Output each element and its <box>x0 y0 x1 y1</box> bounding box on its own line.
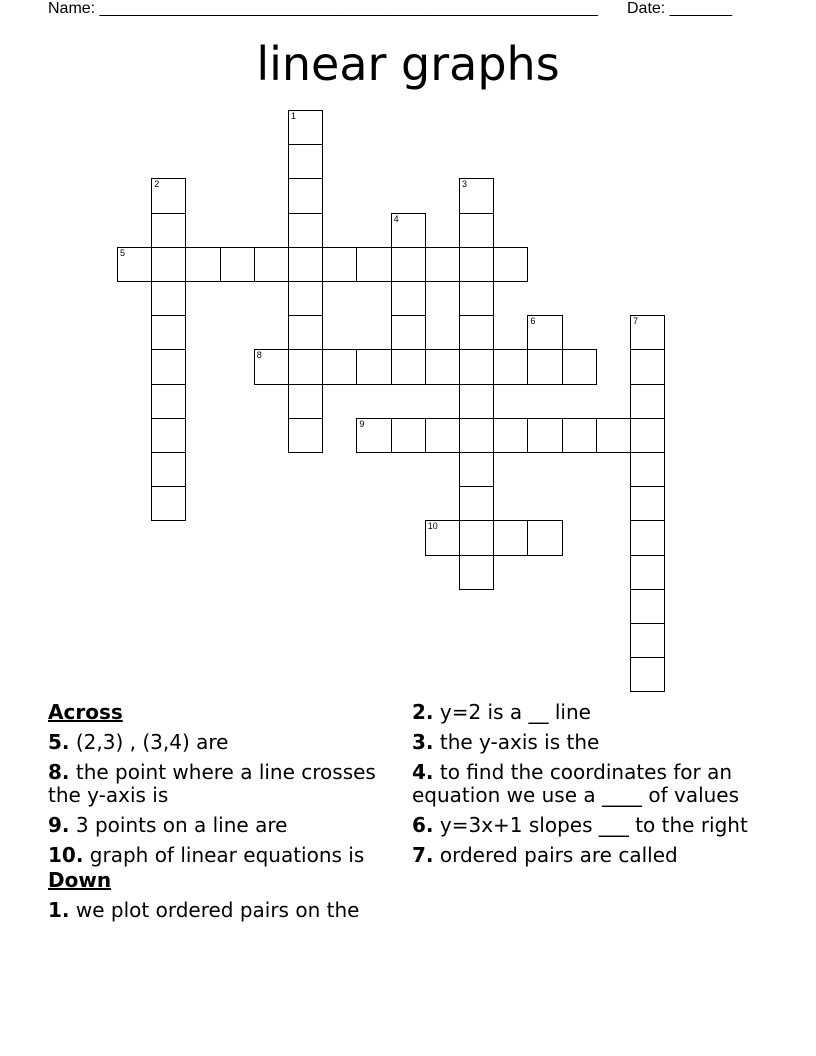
clue-number-label: 6 <box>530 316 536 327</box>
clue-number: 4. <box>412 760 434 784</box>
crossword-cell[interactable] <box>220 247 255 282</box>
crossword-cell[interactable] <box>459 384 494 419</box>
clue-text: y=2 is a __ line <box>433 700 591 724</box>
crossword-cell[interactable] <box>630 520 665 555</box>
crossword-cell[interactable] <box>459 349 494 384</box>
crossword-cell[interactable] <box>356 349 391 384</box>
clue-number-label: 3 <box>462 179 468 190</box>
crossword-cell[interactable] <box>322 247 357 282</box>
clue-number-label: 10 <box>427 521 438 532</box>
clue-text: the y-axis is the <box>433 730 600 754</box>
crossword-cell[interactable] <box>425 418 460 453</box>
clue-text: graph of linear equations is <box>83 843 365 867</box>
crossword-cell[interactable] <box>562 349 597 384</box>
clue-across-9 <box>48 814 398 837</box>
clue-text: (2,3) , (3,4) are <box>69 730 229 754</box>
clue-number: 6. <box>412 813 434 837</box>
crossword-cell[interactable] <box>288 281 323 316</box>
clues-column-left <box>48 701 398 929</box>
clue-number: 2. <box>412 700 434 724</box>
crossword-cell[interactable] <box>151 418 186 453</box>
crossword-cell[interactable] <box>630 418 665 453</box>
crossword-cell[interactable] <box>562 418 597 453</box>
crossword-cell[interactable] <box>391 213 426 248</box>
across-heading: Across <box>48 700 123 724</box>
crossword-cell[interactable] <box>391 418 426 453</box>
crossword-cell[interactable] <box>288 247 323 282</box>
crossword-cell[interactable] <box>493 247 528 282</box>
clue-number-label: 8 <box>256 350 262 361</box>
crossword-cell[interactable] <box>288 110 323 145</box>
crossword-cell[interactable] <box>493 418 528 453</box>
crossword-cell[interactable] <box>151 213 186 248</box>
clue-down-3 <box>412 731 762 754</box>
clue-number-label: 4 <box>393 213 399 224</box>
clue-across-10 <box>48 844 398 867</box>
clue-down-6 <box>412 814 762 837</box>
crossword-cell[interactable] <box>459 520 494 555</box>
clue-text: the point where a line crosses the y-axis is <box>48 760 376 807</box>
crossword-cell[interactable] <box>151 349 186 384</box>
clue-across-5 <box>48 731 398 754</box>
crossword-cell[interactable] <box>151 315 186 350</box>
clue-number: 1. <box>48 898 70 922</box>
crossword-cell[interactable] <box>151 452 186 487</box>
crossword-cell[interactable] <box>288 178 323 213</box>
crossword-cell[interactable] <box>391 315 426 350</box>
clue-down-7 <box>412 844 762 867</box>
clue-number-label: 9 <box>359 418 365 429</box>
crossword-cell[interactable] <box>630 349 665 384</box>
clue-number: 9. <box>48 813 70 837</box>
crossword-cell[interactable] <box>459 281 494 316</box>
crossword-cell[interactable] <box>459 418 494 453</box>
crossword-cell[interactable] <box>459 213 494 248</box>
crossword-cell[interactable] <box>391 349 426 384</box>
clue-text: 3 points on a line are <box>69 813 288 837</box>
crossword-cell[interactable] <box>254 349 289 384</box>
clue-number: 7. <box>412 843 434 867</box>
clue-number-label: 2 <box>154 179 160 190</box>
crossword-cell[interactable] <box>493 520 528 555</box>
crossword-cell[interactable] <box>630 486 665 521</box>
crossword-cell[interactable] <box>151 281 186 316</box>
crossword-cell[interactable] <box>527 520 562 555</box>
clue-down-2 <box>412 701 762 724</box>
clue-number-label: 1 <box>291 111 297 121</box>
clue-number: 3. <box>412 730 434 754</box>
crossword-cell[interactable] <box>630 555 665 590</box>
crossword-cell[interactable] <box>151 247 186 282</box>
clue-number: 8. <box>48 760 70 784</box>
clue-across-8 <box>48 761 398 807</box>
crossword-cell[interactable] <box>630 315 665 350</box>
clue-text: y=3x+1 slopes ___ to the right <box>433 813 748 837</box>
crossword-cell[interactable] <box>288 384 323 419</box>
clue-text: to find the coordinates for an equation we use a ____ of values <box>412 760 740 807</box>
crossword-cell[interactable] <box>630 623 665 658</box>
crossword-cell[interactable] <box>459 178 494 213</box>
crossword-cell[interactable] <box>425 349 460 384</box>
crossword-cell[interactable] <box>356 418 391 453</box>
crossword-cell[interactable] <box>493 349 528 384</box>
crossword-cell[interactable] <box>254 247 289 282</box>
crossword-cell[interactable] <box>151 486 186 521</box>
crossword-cell[interactable] <box>459 486 494 521</box>
crossword-cell[interactable] <box>391 281 426 316</box>
date-field-label: Date: _______ <box>627 0 732 17</box>
crossword-cell[interactable] <box>391 247 426 282</box>
crossword-cell[interactable] <box>459 247 494 282</box>
crossword-cell[interactable] <box>527 315 562 350</box>
crossword-cell[interactable] <box>288 349 323 384</box>
crossword-cell[interactable] <box>151 178 186 213</box>
crossword-cell[interactable] <box>322 349 357 384</box>
crossword-cell[interactable] <box>459 315 494 350</box>
crossword-cell[interactable] <box>288 144 323 179</box>
name-field-label: Name: ________________________________________________________ <box>48 0 598 17</box>
page-title: linear graphs <box>256 37 560 91</box>
clues-column-right <box>412 701 762 874</box>
crossword-cell[interactable] <box>288 315 323 350</box>
crossword-cell[interactable] <box>527 418 562 453</box>
crossword-cell[interactable] <box>630 589 665 624</box>
crossword-cell[interactable] <box>459 452 494 487</box>
crossword-cell[interactable] <box>596 418 631 453</box>
clue-down-1 <box>48 899 398 922</box>
crossword-cell[interactable] <box>630 384 665 419</box>
crossword-cell[interactable] <box>630 452 665 487</box>
clue-number-label: 5 <box>120 247 126 258</box>
crossword-cell[interactable] <box>425 247 460 282</box>
crossword-cell[interactable] <box>630 657 665 692</box>
crossword-cell[interactable] <box>288 418 323 453</box>
crossword-cell[interactable] <box>527 349 562 384</box>
crossword-cell[interactable] <box>185 247 220 282</box>
crossword-cell[interactable] <box>117 247 152 282</box>
crossword-cell[interactable] <box>459 555 494 590</box>
crossword-cell[interactable] <box>288 213 323 248</box>
clue-text: we plot ordered pairs on the <box>69 898 360 922</box>
clue-number: 5. <box>48 730 70 754</box>
crossword-cell[interactable] <box>356 247 391 282</box>
crossword-cell[interactable] <box>151 384 186 419</box>
clue-number: 10. <box>48 843 84 867</box>
clue-down-4 <box>412 761 762 807</box>
clue-number-label: 7 <box>633 316 639 327</box>
down-heading: Down <box>48 868 112 892</box>
crossword-cell[interactable] <box>425 520 460 555</box>
clue-text: ordered pairs are called <box>433 843 678 867</box>
